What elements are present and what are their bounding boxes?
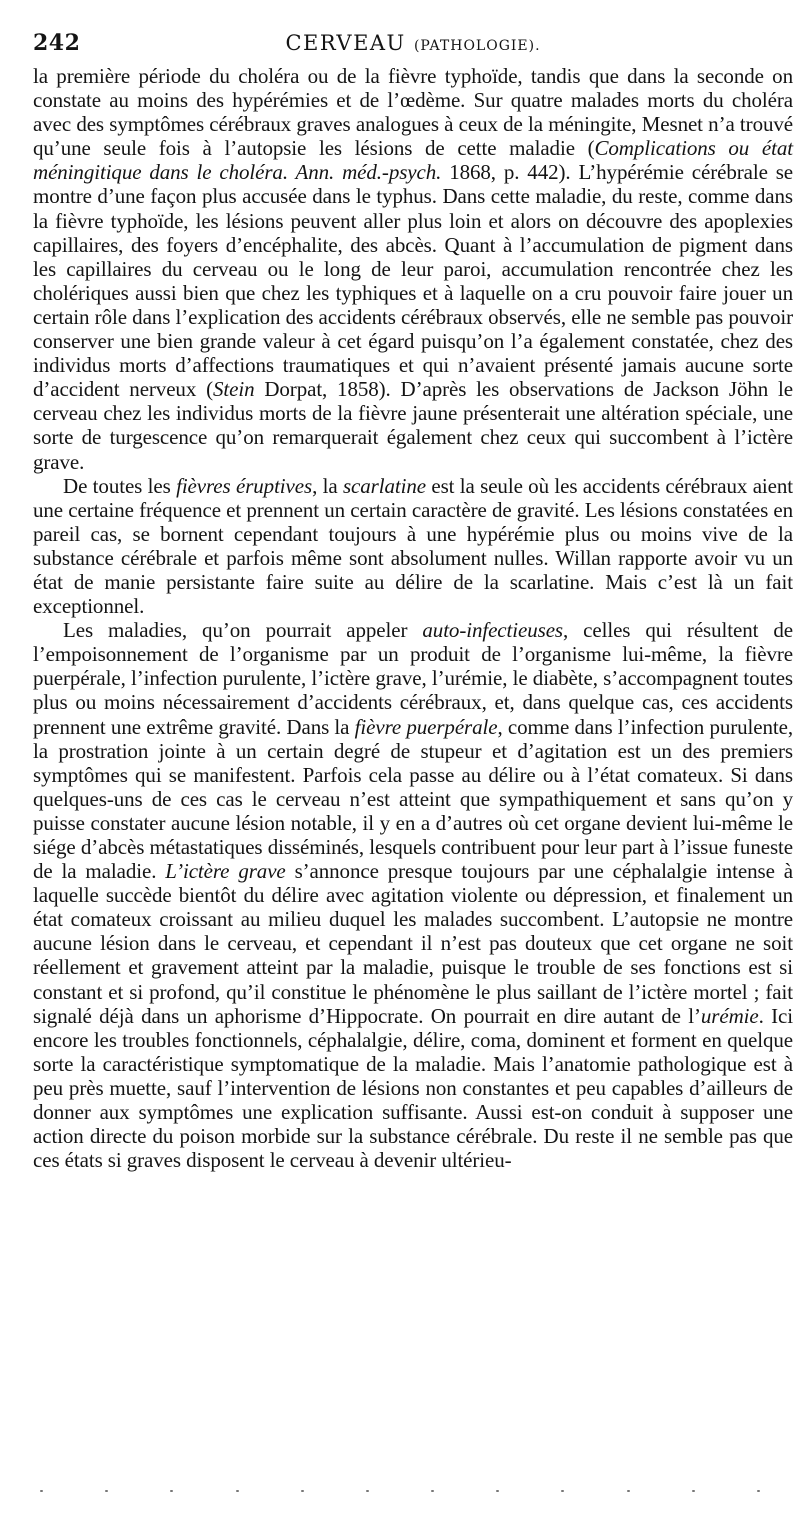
text-run: Les maladies, qu’on pourrait appeler <box>63 618 423 643</box>
italic-text: scarlatine <box>342 473 426 498</box>
running-head-title: CERVEAU <box>285 31 406 55</box>
text-run: la première période du choléra ou de la fièvre typhoïde, tandis que dans la seconde on constate au moins des hypérémies et de l’œdème. Sur quatre malades morts du choléra avec des symptômes cérébraux graves analogues à ceux de la méningite, Mesnet n’a trouvé qu’une seule fois à l’autopsie les lésions de cette maladie ( <box>33 64 793 161</box>
page-number: 242 <box>33 30 81 56</box>
page-bottom-specks <box>40 1490 760 1500</box>
italic-text: urémie <box>700 1003 759 1028</box>
text-run: , celles qui résultent de l’empoisonnement de l’organisme par un produit de l’organisme lui-même, la fièvre puerpérale, l’infection purulente, l’ictère grave, l’urémie, le diabète, s’accompagnent toutes plus ou moins nécessairement d’accidents cérébraux, et, dans quelque cas, ces accidents prennent une extrême gravité. Dans la <box>33 618 793 739</box>
text-run: s’annonce presque toujours par une céphalalgie intense à laquelle succède bientôt du délire avec agitation violente ou dépression, et finalement un état comateux croissant au milieu duquel les malades succombent. L’autopsie ne montre aucune lésion dans le cerveau, et cependant il n’est pas douteux que cet organe ne soit réellement et gravement atteint par la maladie, puisque le trouble de ses fonctions est si constant et si profond, qu’il constitue le phénomène le plus saillant de l’ictère mortel ; fait signalé déjà dans un aphorisme d’Hippocrate. On pourrait en dire autant de l’ <box>33 859 793 1028</box>
paragraph <box>33 618 793 1172</box>
text-run: , la <box>312 473 343 498</box>
text-run: 1868, p. 442). L’hypérémie cérébrale se montre d’une façon plus accusée dans le typhus. Dans cette maladie, du reste, comme dans la fièvre typhoïde, les lésions peuvent aller plus loin et alors on découvre des apoplexies capillaires, des foyers d’encéphalite, des abcès. Quant à l’accumulation de pigment dans les capillaires du cerveau ou le long de leur paroi, accumulation rencontrée chez les cholériques aussi bien que chez les typhiques et à laquelle on a cru pouvoir faire jouer un certain rôle dans l’explication des accidents cérébraux observés, elle ne semble pas pouvoir conserver une bien grande valeur à cet égard puisqu’on l’a également constatée, chez des individus morts d’affections traumatiques et qui n’avaient présenté jamais aucune sorte d’accident nerveux ( <box>33 160 794 402</box>
body-text <box>33 64 793 1172</box>
italic-text: auto-infectieuses <box>422 618 563 643</box>
italic-text: fièvre puerpérale <box>354 714 498 739</box>
italic-text: fièvres éruptives <box>176 473 313 498</box>
text-run: est la seule où les accidents cérébraux aient une certaine fréquence et prennent un certain caractère de gravité. Les lésions constatées en pareil cas, se bornent cependant toujours à une hypérémie plus ou moins vive de la substance cérébrale et parfois même sont absolument nulles. Willan rapporte avoir vu un état de manie persistante faire suite au délire de la scarlatine. Mais c’est là un fait exceptionnel. <box>33 473 794 619</box>
running-head-subtitle: (PATHOLOGIE). <box>413 38 541 54</box>
italic-text: Stein <box>212 377 255 402</box>
running-head <box>33 31 793 55</box>
page-header <box>33 30 793 60</box>
paragraph <box>33 64 793 474</box>
text-run: , comme dans l’infection purulente, la prostration jointe à un certain degré de stupeur et d’agitation est un des premiers symptômes qui se manifestent. Parfois cela passe au délire ou à l’état comateux. Si dans quelques-uns de ces cas le cerveau n’est atteint que sympathiquement et sans qu’on y puisse constater aucune lésion notable, il y en a d’autres où cet organe devient lui-même le siége d’abcès métastatiques disséminés, lesquels contribuent pour leur part à l’issue funeste de la maladie. <box>33 714 794 884</box>
text-run: Dorpat, 1858). D’après les observations de Jackson Jöhn le cerveau chez les individus morts de la fièvre jaune présenterait une altération spéciale, une sorte de turgescence qu’on remarquerait également chez ceux qui succombent à l’ictère grave. <box>33 377 794 474</box>
text-run: De toutes les <box>63 473 177 498</box>
text-run: . Ici encore les troubles fonctionnels, céphalalgie, délire, coma, dominent et forment en quelque sorte la caractéristique symptomatique de la maladie. Mais l’anatomie pathologique est à peu près muette, sauf l’intervention de lésions non constantes et peu capables d’ailleurs de donner aux symptômes une explication suffisante. Aussi est-on conduit à supposer une action directe du poison morbide sur la substance cérébrale. Du reste il ne semble pas que ces états si graves disposent le cerveau à devenir ultérieu- <box>33 1003 793 1173</box>
italic-text: Complications ou état méningitique dans le choléra. Ann. méd.-psych. <box>33 136 793 185</box>
italic-text: L’ictère grave <box>165 859 286 884</box>
paragraph <box>33 474 793 619</box>
